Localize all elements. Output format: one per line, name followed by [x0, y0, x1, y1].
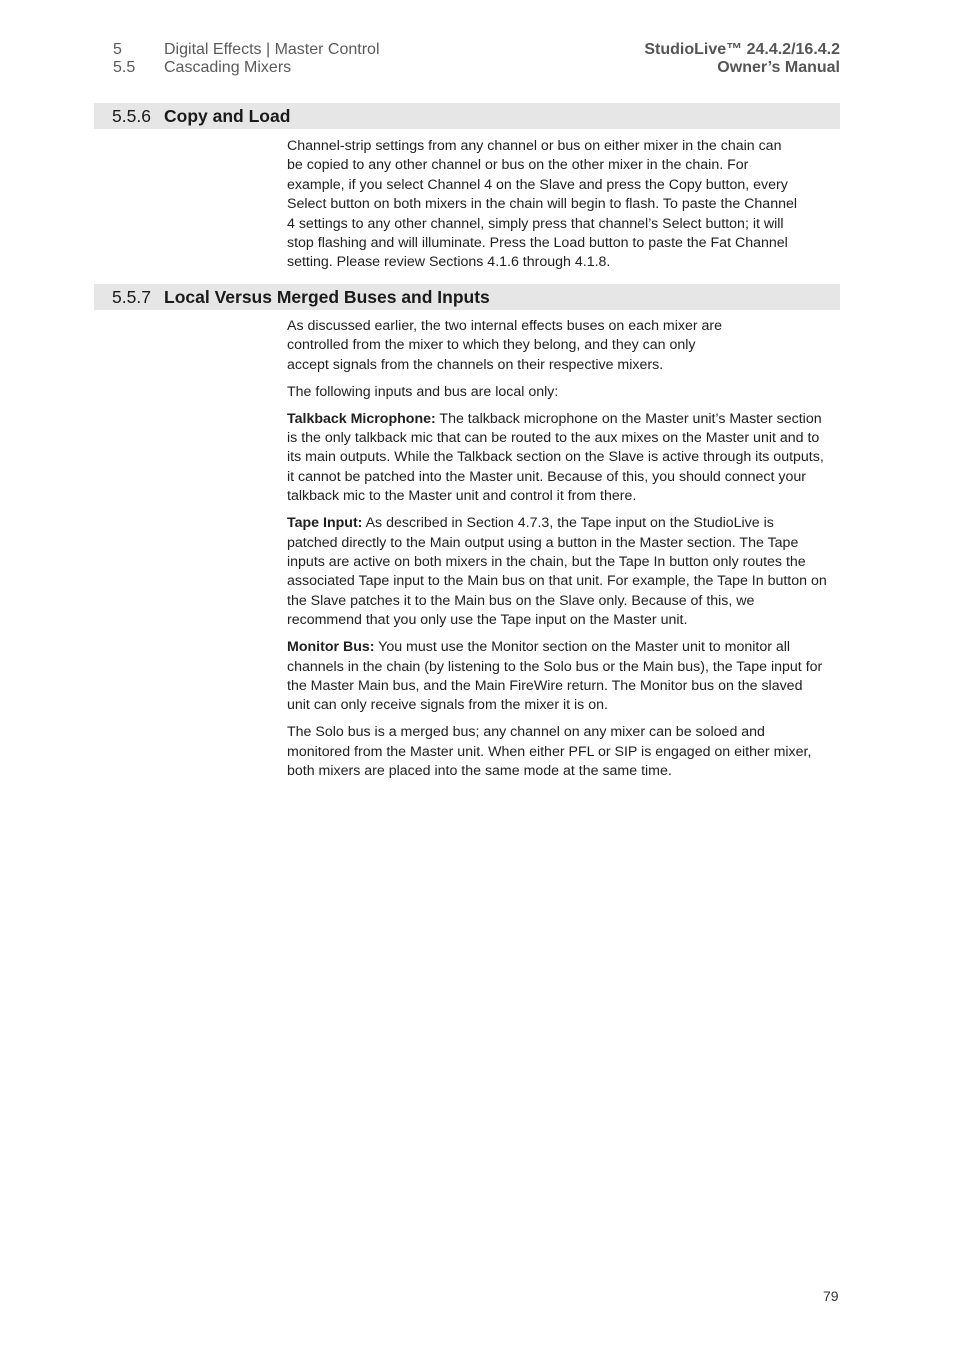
definition-text: You must use the Monitor section on the Master unit to monitor all channels in the chain (by listening to the Solo bus or the Main bus), the Tape input for the Master Main bus, and the Main FireWire return. The Monitor bus on the slaved unit can only receive signals from the mixer it is on.: [287, 639, 823, 714]
definition-term: Talkback Microphone:: [287, 410, 436, 427]
definition-item-tape-input: [287, 514, 827, 630]
paragraph: Channel-strip settings from any channel or bus on either mixer in the chain can be copied to any other channel or bus on the other mixer in the chain. For example, if you select Channel 4 on the Slave and press the Copy button, every Select button on both mixers in the chain will begin to flash. To paste the Channel 4 settings to any other channel, simply press that channel’s Select button; it will stop flashing and will illuminate. Press the Load button to paste the Fat Channel setting. Please review Sections 4.1.6 through 4.1.8.: [287, 138, 798, 271]
chapter-title: Digital Effects | Master Control: [164, 41, 380, 58]
paragraph-closing: The Solo bus is a merged bus; any channel on any mixer can be soloed and monitored from the Master unit. When either PFL or SIP is engaged on either mixer, both mixers are placed into the same mode at the same time.: [287, 724, 812, 780]
definition-text: The talkback microphone on the Master unit’s Master section is the only talkback mic that can be routed to the aux mixes on the Master unit and to its main outputs. While the Talkback section on the Slave is active through its outputs, it cannot be patched into the Master unit. Because of this, you should connect your talkback mic to the Master unit and control it from there.: [287, 410, 824, 505]
section-heading-title: Copy and Load: [164, 105, 291, 126]
definition-term: Tape Input:: [287, 515, 363, 532]
definition-term: Monitor Bus:: [287, 639, 375, 656]
paragraph: As discussed earlier, the two internal effects buses on each mixer are controlled from the mixer to which they belong, and they can only accept signals from the channels on their respective mixers.: [287, 318, 723, 373]
section-heading-local-merged: [94, 284, 840, 310]
local-merged-body: [287, 317, 827, 789]
section-number: 5.5: [113, 59, 136, 76]
section-heading-title: Local Versus Merged Buses and Inputs: [164, 286, 490, 307]
definition-text: As described in Section 4.7.3, the Tape input on the StudioLive is patched directly to the Main output using a button in the Master section. The Tape inputs are active on both mixers in the chain, but the Tape In button only routes the associated Tape input to the Main bus on that unit. For example, the Tape In button on the Slave patches it to the Main bus on the Slave only. Because of this, we recommend that you only use the Tape input on the Master unit.: [287, 515, 827, 629]
page-number: 79: [823, 1288, 839, 1304]
running-header-left: [113, 41, 380, 77]
definition-item-talkback: [287, 410, 827, 507]
section-title: Cascading Mixers: [164, 59, 292, 76]
section-heading-copy-and-load: [94, 103, 840, 129]
section-heading-number: 5.5.6: [112, 105, 151, 126]
chapter-number: 5: [113, 41, 122, 58]
copy-and-load-body: [287, 137, 797, 280]
product-name: StudioLive™ 24.4.2/16.4.2: [644, 41, 840, 58]
document-name: Owner’s Manual: [717, 59, 840, 76]
section-heading-number: 5.5.7: [112, 286, 151, 307]
running-header-right: [644, 41, 840, 77]
definition-item-monitor-bus: [287, 638, 827, 716]
paragraph: The following inputs and bus are local only:: [287, 383, 559, 400]
